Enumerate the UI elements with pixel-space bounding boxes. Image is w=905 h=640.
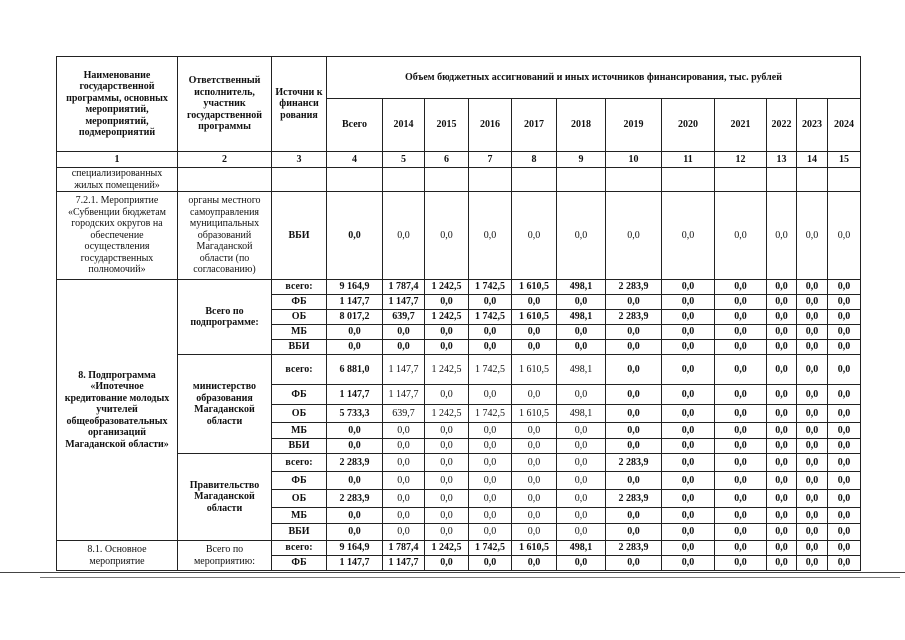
value-cell: 0,0 xyxy=(425,192,469,280)
value-cell: 0,0 xyxy=(767,541,797,556)
value-cell: 0,0 xyxy=(425,325,469,340)
value-cell: 0,0 xyxy=(662,556,715,571)
value-cell: 0,0 xyxy=(828,192,861,280)
value-cell: 0,0 xyxy=(557,508,606,524)
value-cell: 0,0 xyxy=(797,423,828,439)
value-cell: 0,0 xyxy=(512,385,557,405)
value-cell: 0,0 xyxy=(512,490,557,508)
value-cell: 0,0 xyxy=(662,192,715,280)
value-cell: 0,0 xyxy=(767,524,797,541)
value-cell: 0,0 xyxy=(425,295,469,310)
source-cell: ОБ xyxy=(272,405,327,423)
value-cell: 0,0 xyxy=(557,295,606,310)
value-cell: 0,0 xyxy=(797,405,828,423)
column-number: 11 xyxy=(662,152,715,168)
source-cell: всего: xyxy=(272,280,327,295)
header-year-2016: 2016 xyxy=(469,99,512,152)
value-cell: 0,0 xyxy=(797,340,828,355)
value-cell: 0,0 xyxy=(327,340,383,355)
empty-cell xyxy=(469,168,512,192)
value-cell: 0,0 xyxy=(715,556,767,571)
value-cell: 0,0 xyxy=(383,340,425,355)
empty-cell xyxy=(327,168,383,192)
value-cell: 0,0 xyxy=(512,439,557,454)
value-cell: 0,0 xyxy=(557,385,606,405)
value-cell: 0,0 xyxy=(606,295,662,310)
value-cell: 0,0 xyxy=(797,541,828,556)
value-cell: 0,0 xyxy=(715,310,767,325)
value-cell: 0,0 xyxy=(469,454,512,472)
column-number: 6 xyxy=(425,152,469,168)
value-cell: 0,0 xyxy=(715,325,767,340)
value-cell: 1 610,5 xyxy=(512,541,557,556)
value-cell: 0,0 xyxy=(606,340,662,355)
value-cell: 0,0 xyxy=(606,192,662,280)
value-cell: 0,0 xyxy=(425,385,469,405)
value-cell: 498,1 xyxy=(557,280,606,295)
value-cell: 0,0 xyxy=(327,472,383,490)
empty-cell xyxy=(557,168,606,192)
value-cell: 0,0 xyxy=(606,439,662,454)
value-cell: 0,0 xyxy=(828,325,861,340)
value-cell: 1 147,7 xyxy=(327,295,383,310)
value-cell: 0,0 xyxy=(557,439,606,454)
value-cell: 0,0 xyxy=(767,508,797,524)
value-cell: 0,0 xyxy=(327,192,383,280)
value-cell: 0,0 xyxy=(557,524,606,541)
header-year-2015: 2015 xyxy=(425,99,469,152)
value-cell: 0,0 xyxy=(425,490,469,508)
source-cell: ВБИ xyxy=(272,439,327,454)
value-cell: 0,0 xyxy=(662,325,715,340)
value-cell: 0,0 xyxy=(469,340,512,355)
value-cell: 0,0 xyxy=(715,472,767,490)
value-cell: 0,0 xyxy=(383,325,425,340)
value-cell: 0,0 xyxy=(606,472,662,490)
header-year-2024: 2024 xyxy=(828,99,861,152)
value-cell: 0,0 xyxy=(327,423,383,439)
header-year-2014: 2014 xyxy=(383,99,425,152)
value-cell: 0,0 xyxy=(828,508,861,524)
value-cell: 0,0 xyxy=(715,524,767,541)
value-cell: 0,0 xyxy=(425,508,469,524)
value-cell: 0,0 xyxy=(715,295,767,310)
source-cell: ОБ xyxy=(272,490,327,508)
measure-8-1-executor: Всего по мероприятию: xyxy=(178,541,272,571)
value-cell: 0,0 xyxy=(327,508,383,524)
source-cell: всего: xyxy=(272,454,327,472)
value-cell: 0,0 xyxy=(828,385,861,405)
value-cell: 0,0 xyxy=(425,439,469,454)
value-cell: 0,0 xyxy=(557,192,606,280)
empty-cell xyxy=(425,168,469,192)
page-edge-line xyxy=(0,572,905,573)
value-cell: 1 742,5 xyxy=(469,355,512,385)
value-cell: 639,7 xyxy=(383,405,425,423)
executor-cell: Правительство Магаданской области xyxy=(178,454,272,541)
column-number: 4 xyxy=(327,152,383,168)
value-cell: 0,0 xyxy=(828,439,861,454)
value-cell: 0,0 xyxy=(715,423,767,439)
executor-cell: Всего по подпрограмме: xyxy=(178,280,272,355)
value-cell: 0,0 xyxy=(469,490,512,508)
source-cell: ВБИ xyxy=(272,192,327,280)
value-cell: 0,0 xyxy=(797,454,828,472)
value-cell: 0,0 xyxy=(662,310,715,325)
value-cell: 9 164,9 xyxy=(327,541,383,556)
value-cell: 0,0 xyxy=(512,192,557,280)
value-cell: 0,0 xyxy=(715,490,767,508)
header-volume: Объем бюджетных ассигнований и иных источников финансирования, тыс. рублей xyxy=(327,57,861,99)
value-cell: 0,0 xyxy=(383,524,425,541)
value-cell: 498,1 xyxy=(557,405,606,423)
value-cell: 0,0 xyxy=(662,355,715,385)
source-cell: ФБ xyxy=(272,385,327,405)
source-cell: МБ xyxy=(272,325,327,340)
value-cell: 0,0 xyxy=(469,295,512,310)
empty-cell xyxy=(383,168,425,192)
value-cell: 2 283,9 xyxy=(606,280,662,295)
value-cell: 0,0 xyxy=(767,192,797,280)
value-cell: 0,0 xyxy=(557,556,606,571)
value-cell: 2 283,9 xyxy=(606,454,662,472)
value-cell: 0,0 xyxy=(662,405,715,423)
value-cell: 1 242,5 xyxy=(425,280,469,295)
value-cell: 0,0 xyxy=(662,280,715,295)
value-cell: 0,0 xyxy=(557,454,606,472)
empty-cell xyxy=(512,168,557,192)
value-cell: 8 017,2 xyxy=(327,310,383,325)
value-cell: 0,0 xyxy=(797,524,828,541)
value-cell: 2 283,9 xyxy=(606,490,662,508)
value-cell: 0,0 xyxy=(383,423,425,439)
source-cell: ВБИ xyxy=(272,340,327,355)
value-cell: 5 733,3 xyxy=(327,405,383,423)
value-cell: 0,0 xyxy=(767,423,797,439)
value-cell: 1 742,5 xyxy=(469,310,512,325)
value-cell: 0,0 xyxy=(512,340,557,355)
budget-table xyxy=(56,56,861,571)
value-cell: 0,0 xyxy=(469,192,512,280)
value-cell: 0,0 xyxy=(383,454,425,472)
value-cell: 0,0 xyxy=(557,423,606,439)
value-cell: 0,0 xyxy=(828,310,861,325)
value-cell: 1 242,5 xyxy=(425,355,469,385)
header-year-2020: 2020 xyxy=(662,99,715,152)
value-cell: 0,0 xyxy=(828,280,861,295)
value-cell: 0,0 xyxy=(383,490,425,508)
value-cell: 0,0 xyxy=(797,192,828,280)
source-cell: всего: xyxy=(272,355,327,385)
value-cell: 0,0 xyxy=(767,325,797,340)
value-cell: 1 742,5 xyxy=(469,280,512,295)
column-number: 2 xyxy=(178,152,272,168)
value-cell: 1 610,5 xyxy=(512,280,557,295)
value-cell: 0,0 xyxy=(767,295,797,310)
column-number: 14 xyxy=(797,152,828,168)
value-cell: 0,0 xyxy=(425,340,469,355)
header-year-2017: 2017 xyxy=(512,99,557,152)
top-scan-mark xyxy=(415,0,665,6)
empty-cell xyxy=(767,168,797,192)
value-cell: 2 283,9 xyxy=(606,541,662,556)
column-number: 1 xyxy=(57,152,178,168)
value-cell: 0,0 xyxy=(767,490,797,508)
value-cell: 1 147,7 xyxy=(383,385,425,405)
value-cell: 0,0 xyxy=(557,472,606,490)
value-cell: 1 242,5 xyxy=(425,405,469,423)
value-cell: 0,0 xyxy=(662,295,715,310)
value-cell: 0,0 xyxy=(606,405,662,423)
column-number: 8 xyxy=(512,152,557,168)
empty-cell xyxy=(828,168,861,192)
empty-cell xyxy=(662,168,715,192)
value-cell: 0,0 xyxy=(767,385,797,405)
value-cell: 0,0 xyxy=(469,508,512,524)
source-cell: ФБ xyxy=(272,556,327,571)
empty-cell xyxy=(272,168,327,192)
measure-7-2-1-executor: органы местного самоуправления муниципальных образований Магаданской области (по согласованию) xyxy=(178,192,272,280)
value-cell: 1 242,5 xyxy=(425,541,469,556)
value-cell: 0,0 xyxy=(662,439,715,454)
value-cell: 0,0 xyxy=(797,295,828,310)
value-cell: 0,0 xyxy=(425,556,469,571)
value-cell: 1 147,7 xyxy=(383,355,425,385)
value-cell: 1 610,5 xyxy=(512,310,557,325)
value-cell: 0,0 xyxy=(797,556,828,571)
value-cell: 0,0 xyxy=(797,325,828,340)
value-cell: 0,0 xyxy=(715,454,767,472)
value-cell: 0,0 xyxy=(828,524,861,541)
value-cell: 0,0 xyxy=(715,280,767,295)
empty-cell xyxy=(178,168,272,192)
value-cell: 0,0 xyxy=(828,340,861,355)
value-cell: 0,0 xyxy=(662,472,715,490)
measure-7-2-1-name: 7.2.1. Мероприятие «Субвенции бюджетам городских округов на обеспечение осуществления государственных полномочий» xyxy=(57,192,178,280)
header-name: Наименование государственной программы, основных мероприятий, мероприятий, подмероприятий xyxy=(57,57,178,152)
header-year-2022: 2022 xyxy=(767,99,797,152)
value-cell: 0,0 xyxy=(662,524,715,541)
value-cell: 0,0 xyxy=(828,541,861,556)
value-cell: 0,0 xyxy=(767,280,797,295)
value-cell: 1 610,5 xyxy=(512,355,557,385)
value-cell: 0,0 xyxy=(797,508,828,524)
value-cell: 0,0 xyxy=(327,439,383,454)
value-cell: 1 742,5 xyxy=(469,405,512,423)
source-cell: всего: xyxy=(272,541,327,556)
continuation-text: специализированных жилых помещений» xyxy=(57,168,178,192)
value-cell: 9 164,9 xyxy=(327,280,383,295)
value-cell: 0,0 xyxy=(512,524,557,541)
value-cell: 0,0 xyxy=(425,524,469,541)
value-cell: 0,0 xyxy=(828,490,861,508)
value-cell: 0,0 xyxy=(469,472,512,490)
value-cell: 0,0 xyxy=(797,490,828,508)
value-cell: 2 283,9 xyxy=(606,310,662,325)
value-cell: 0,0 xyxy=(512,508,557,524)
column-number: 13 xyxy=(767,152,797,168)
column-number: 7 xyxy=(469,152,512,168)
value-cell: 0,0 xyxy=(425,454,469,472)
value-cell: 0,0 xyxy=(557,340,606,355)
value-cell: 0,0 xyxy=(512,423,557,439)
value-cell: 0,0 xyxy=(767,556,797,571)
value-cell: 1 147,7 xyxy=(327,556,383,571)
value-cell: 498,1 xyxy=(557,310,606,325)
executor-cell: министерство образования Магаданской области xyxy=(178,355,272,454)
value-cell: 0,0 xyxy=(557,325,606,340)
value-cell: 0,0 xyxy=(767,454,797,472)
value-cell: 0,0 xyxy=(662,454,715,472)
value-cell: 0,0 xyxy=(383,472,425,490)
value-cell: 0,0 xyxy=(767,310,797,325)
value-cell: 0,0 xyxy=(767,405,797,423)
value-cell: 0,0 xyxy=(512,295,557,310)
value-cell: 0,0 xyxy=(469,325,512,340)
column-number: 15 xyxy=(828,152,861,168)
value-cell: 0,0 xyxy=(383,192,425,280)
value-cell: 0,0 xyxy=(512,454,557,472)
value-cell: 0,0 xyxy=(469,556,512,571)
value-cell: 498,1 xyxy=(557,541,606,556)
value-cell: 0,0 xyxy=(828,454,861,472)
source-cell: ОБ xyxy=(272,310,327,325)
value-cell: 0,0 xyxy=(662,423,715,439)
value-cell: 0,0 xyxy=(715,385,767,405)
header-total: Всего xyxy=(327,99,383,152)
value-cell: 0,0 xyxy=(425,472,469,490)
value-cell: 0,0 xyxy=(662,340,715,355)
value-cell: 0,0 xyxy=(606,524,662,541)
value-cell: 0,0 xyxy=(715,439,767,454)
value-cell: 1 610,5 xyxy=(512,405,557,423)
value-cell: 0,0 xyxy=(767,340,797,355)
value-cell: 0,0 xyxy=(715,405,767,423)
value-cell: 0,0 xyxy=(715,192,767,280)
value-cell: 6 881,0 xyxy=(327,355,383,385)
value-cell: 0,0 xyxy=(512,472,557,490)
value-cell: 1 787,4 xyxy=(383,541,425,556)
value-cell: 639,7 xyxy=(383,310,425,325)
value-cell: 0,0 xyxy=(662,541,715,556)
column-number: 3 xyxy=(272,152,327,168)
value-cell: 0,0 xyxy=(767,355,797,385)
value-cell: 0,0 xyxy=(797,310,828,325)
value-cell: 0,0 xyxy=(828,355,861,385)
value-cell: 0,0 xyxy=(767,472,797,490)
value-cell: 0,0 xyxy=(512,325,557,340)
value-cell: 0,0 xyxy=(469,439,512,454)
value-cell: 0,0 xyxy=(828,556,861,571)
value-cell: 0,0 xyxy=(797,472,828,490)
value-cell: 0,0 xyxy=(828,423,861,439)
value-cell: 0,0 xyxy=(469,423,512,439)
header-year-2023: 2023 xyxy=(797,99,828,152)
value-cell: 0,0 xyxy=(797,280,828,295)
value-cell: 0,0 xyxy=(327,524,383,541)
value-cell: 0,0 xyxy=(383,508,425,524)
value-cell: 0,0 xyxy=(828,472,861,490)
value-cell: 1 742,5 xyxy=(469,541,512,556)
value-cell: 0,0 xyxy=(797,385,828,405)
subprogram-8-name: 8. Подпрограмма «Ипотечное кредитование молодых учителей общеобразовательных организаций Магаданской области» xyxy=(57,280,178,541)
value-cell: 1 147,7 xyxy=(327,385,383,405)
source-cell: МБ xyxy=(272,508,327,524)
value-cell: 2 283,9 xyxy=(327,490,383,508)
column-number: 9 xyxy=(557,152,606,168)
value-cell: 0,0 xyxy=(828,405,861,423)
value-cell: 1 242,5 xyxy=(425,310,469,325)
value-cell: 0,0 xyxy=(469,385,512,405)
value-cell: 1 147,7 xyxy=(383,295,425,310)
value-cell: 0,0 xyxy=(606,508,662,524)
value-cell: 0,0 xyxy=(469,524,512,541)
value-cell: 1 787,4 xyxy=(383,280,425,295)
value-cell: 0,0 xyxy=(767,439,797,454)
empty-cell xyxy=(606,168,662,192)
value-cell: 0,0 xyxy=(715,541,767,556)
value-cell: 0,0 xyxy=(606,385,662,405)
measure-8-1-name: 8.1. Основное мероприятие xyxy=(57,541,178,571)
header-year-2019: 2019 xyxy=(606,99,662,152)
empty-cell xyxy=(797,168,828,192)
empty-cell xyxy=(715,168,767,192)
value-cell: 0,0 xyxy=(557,490,606,508)
value-cell: 0,0 xyxy=(512,556,557,571)
source-cell: МБ xyxy=(272,423,327,439)
value-cell: 0,0 xyxy=(606,556,662,571)
page-edge-line xyxy=(40,577,900,578)
source-cell: ФБ xyxy=(272,295,327,310)
value-cell: 0,0 xyxy=(662,508,715,524)
value-cell: 2 283,9 xyxy=(327,454,383,472)
value-cell: 0,0 xyxy=(797,439,828,454)
header-year-2018: 2018 xyxy=(557,99,606,152)
value-cell: 0,0 xyxy=(828,295,861,310)
value-cell: 0,0 xyxy=(797,355,828,385)
value-cell: 498,1 xyxy=(557,355,606,385)
value-cell: 0,0 xyxy=(383,439,425,454)
header-executor: Ответственный исполнитель, участник государственной программы xyxy=(178,57,272,152)
value-cell: 0,0 xyxy=(606,355,662,385)
column-number: 12 xyxy=(715,152,767,168)
value-cell: 0,0 xyxy=(715,508,767,524)
column-number: 10 xyxy=(606,152,662,168)
source-cell: ФБ xyxy=(272,472,327,490)
value-cell: 0,0 xyxy=(715,340,767,355)
value-cell: 0,0 xyxy=(327,325,383,340)
value-cell: 1 147,7 xyxy=(383,556,425,571)
column-number: 5 xyxy=(383,152,425,168)
value-cell: 0,0 xyxy=(606,423,662,439)
header-sources: Источни к финанси рования xyxy=(272,57,327,152)
value-cell: 0,0 xyxy=(425,423,469,439)
value-cell: 0,0 xyxy=(715,355,767,385)
value-cell: 0,0 xyxy=(662,385,715,405)
source-cell: ВБИ xyxy=(272,524,327,541)
header-year-2021: 2021 xyxy=(715,99,767,152)
value-cell: 0,0 xyxy=(606,325,662,340)
value-cell: 0,0 xyxy=(662,490,715,508)
